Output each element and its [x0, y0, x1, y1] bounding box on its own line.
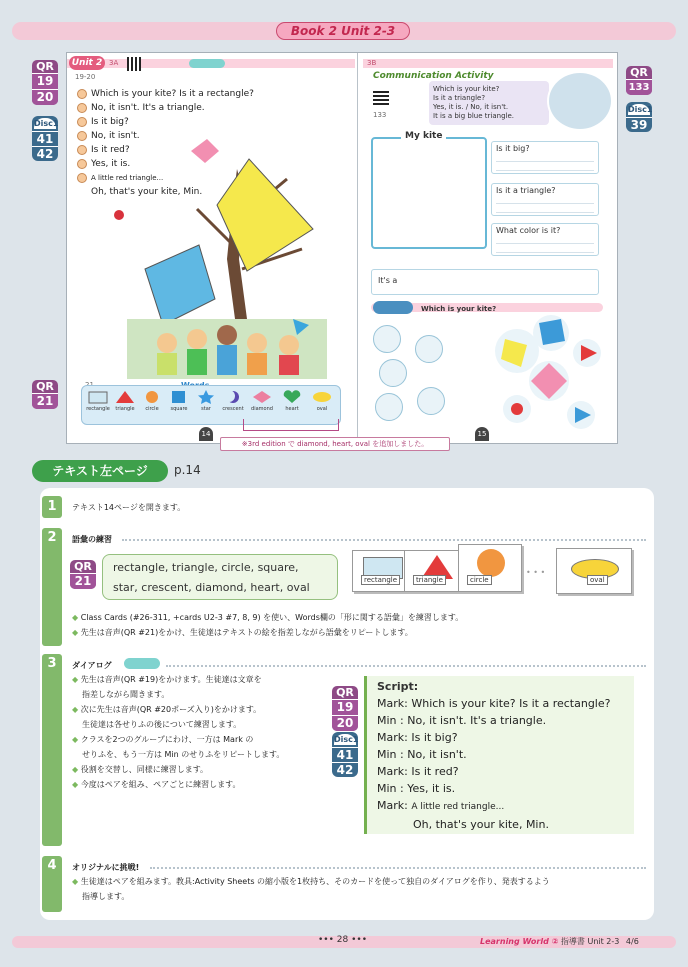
dialogue-line: Yes, it is.	[77, 157, 254, 171]
word-square: square	[167, 390, 191, 412]
kid-face-icon	[77, 145, 87, 155]
class-card: circle	[458, 544, 522, 592]
kid-face-icon[interactable]	[375, 393, 403, 421]
circle-icon	[477, 549, 505, 577]
word-rectangle: rectangle	[86, 390, 110, 412]
section-title: テキスト左ページ	[32, 460, 168, 482]
kid-face-icon	[77, 117, 87, 127]
step-number: 4	[42, 856, 62, 912]
dialogue-line: No, it isn't.	[77, 129, 254, 143]
qr-badge-dialogue[interactable]: QR 19 20	[32, 60, 58, 105]
qr-badge-words[interactable]: QR 21	[32, 380, 58, 409]
kid-face-icon	[77, 103, 87, 113]
qr-badge-activity[interactable]: QR 133	[626, 66, 652, 95]
step4-text: ◆ 生徒達はペアを組みます。教具:Activity Sheets の縮小版を1枚持ち、そのカードを使って独自のダイアログを作り、発表するよう	[72, 877, 550, 886]
script-line: Mark: Is it red?	[377, 765, 459, 778]
page-title: Book 2 Unit 2-3	[276, 22, 410, 40]
script-line: Min : Yes, it is.	[377, 782, 456, 795]
script-box	[364, 676, 634, 834]
its-a-box[interactable]: It's a	[371, 269, 599, 295]
unit-tab: Unit 2	[69, 56, 105, 70]
track-label: 19-20	[75, 73, 96, 81]
script-line: Min : No, it isn't.	[377, 748, 467, 761]
kid-face-icon[interactable]	[379, 359, 407, 387]
kid-face-icon[interactable]	[415, 335, 443, 363]
edition-note: ※3rd edition で diamond, heart, oval を追加しました。	[220, 437, 450, 451]
step3-bullet: 生徒達は各せりふの後について練習します。	[82, 720, 242, 729]
step-number: 1	[42, 496, 62, 518]
class-card: rectangle	[352, 550, 416, 592]
word-crescent: crescent	[221, 390, 245, 412]
script-line: Mark: Is it big?	[377, 731, 458, 744]
word-circle: circle	[140, 390, 164, 412]
step3-bullet: ◆ 次に先生は音声(QR #20ポーズ入り)をかけます。	[72, 705, 262, 714]
section-page: p.14	[174, 463, 201, 477]
left-sub-label: 3A	[109, 59, 119, 67]
which-kite-label: Which is your kite?	[421, 305, 497, 313]
kid-face-icon	[77, 173, 87, 183]
comm-track: 133	[373, 111, 387, 119]
footer-page-number: ••• 28 •••	[318, 935, 368, 945]
disc-badge-dialogue[interactable]: Disc1 41 42	[32, 116, 58, 161]
script-line: Mark: A little red triangle...	[377, 799, 505, 812]
step1-text: テキスト14ページを開きます。	[72, 503, 186, 512]
comm-list: Which is your kite? Is it a triangle? Yes, it is. / No, it isn't. It is a big blue triangle.	[433, 85, 514, 120]
card-ellipsis: • • •	[526, 568, 546, 577]
audio-icon	[124, 658, 160, 669]
step-number: 3	[42, 654, 62, 846]
right-sub-label: 3B	[367, 59, 377, 67]
qr-badge-script[interactable]: QR 19 20	[332, 686, 358, 731]
question-box[interactable]: Is it a triangle?	[491, 183, 599, 216]
word-star: star	[194, 390, 218, 412]
question-box[interactable]: Is it big?	[491, 141, 599, 174]
new-words-bracket	[243, 419, 339, 431]
page-number-right: 15	[475, 427, 489, 441]
step3-bullet: 指差しながら聞きます。	[82, 690, 170, 699]
dialogue-line: A little red triangle...	[77, 171, 254, 185]
disc-badge-activity[interactable]: Disc1 39	[626, 102, 652, 132]
textbook-spread	[66, 52, 618, 444]
step-number: 2	[42, 528, 62, 646]
kid-face-icon	[77, 159, 87, 169]
kid-face-icon[interactable]	[417, 387, 445, 415]
step3-title: ダイアログ	[72, 661, 112, 670]
step3-bullet: せりふを、もう一方は Min のせりふをリピートします。	[82, 750, 285, 759]
step3-bullet: ◆ クラスを2つのグループにわけ、一方は Mark の	[72, 735, 254, 744]
kid-face-icon	[77, 89, 87, 99]
my-kite-label: My kite	[401, 131, 446, 141]
page-number-left: 14	[199, 427, 213, 441]
class-card: oval	[556, 548, 632, 594]
word-triangle: triangle	[113, 390, 137, 412]
word-diamond: diamond	[250, 390, 274, 412]
qr-badge-vocab[interactable]: QR 21	[70, 560, 96, 589]
dialogue-line: No, it isn't. It's a triangle.	[77, 101, 254, 115]
dialogue-line: Oh, that's your kite, Min.	[91, 187, 203, 197]
kid-face-icon	[77, 131, 87, 141]
comm-title: Communication Activity	[373, 71, 494, 81]
script-line: Oh, that's your kite, Min.	[413, 818, 549, 831]
step2-bullet: ◆ Class Cards (#26-311, +cards U2-3 #7, 8, 9) を使い、Words欄の「形に関する語彙」を練習します。	[72, 613, 464, 622]
kid-face-icon[interactable]	[373, 325, 401, 353]
script-line: Mark: Which is your kite? Is it a rectangle?	[377, 697, 611, 710]
dialogue-line: Is it red?	[77, 143, 254, 157]
qr-code-icon	[127, 57, 141, 71]
script-line: Min : No, it isn't. It's a triangle.	[377, 714, 547, 727]
step4-text: 指導します。	[82, 892, 130, 901]
step2-bullet: ◆ 先生は音声(QR #21)をかけ、生徒達はテキストの絵を指差しながら語彙をリピートします。	[72, 628, 413, 637]
step3-bullets	[72, 672, 332, 792]
footer-info: Learning World ② 指導書 Unit 2-3 4/6	[480, 937, 639, 946]
dialogue-line: Is it big?	[77, 115, 254, 129]
word-heart: heart	[280, 390, 304, 412]
pencil-icon	[373, 301, 413, 314]
step3-bullet: ◆ 先生は音声(QR #19)をかけます。生徒達は文章を	[72, 675, 262, 684]
step3-bullet: ◆ 今度はペアを組み、ペアごとに練習します。	[72, 780, 241, 789]
qr-code-icon	[373, 89, 389, 105]
series-logo: Learning World ②	[480, 937, 559, 946]
classroom-photo	[547, 71, 613, 131]
class-card: triangle	[404, 550, 468, 592]
question-box[interactable]: What color is it?	[491, 223, 599, 256]
script-title: Script:	[377, 680, 419, 693]
step2-title: 語彙の練習	[72, 535, 112, 544]
disc-badge-script[interactable]: Disc1 41 42	[332, 732, 358, 777]
word-oval: oval	[310, 390, 334, 412]
step3-bullet: ◆ 役割を交替し、同様に練習します。	[72, 765, 209, 774]
step4-title: オリジナルに挑戦!	[72, 863, 140, 872]
my-kite-box[interactable]	[371, 137, 487, 249]
audio-icon	[189, 59, 225, 68]
vocab-box: rectangle, triangle, circle, square, star, crescent, diamond, heart, oval	[102, 554, 338, 600]
kite-illustration	[87, 139, 351, 379]
kite-choices[interactable]	[487, 315, 615, 435]
dialogue-line: Which is your kite? Is it a rectangle?	[77, 87, 254, 101]
